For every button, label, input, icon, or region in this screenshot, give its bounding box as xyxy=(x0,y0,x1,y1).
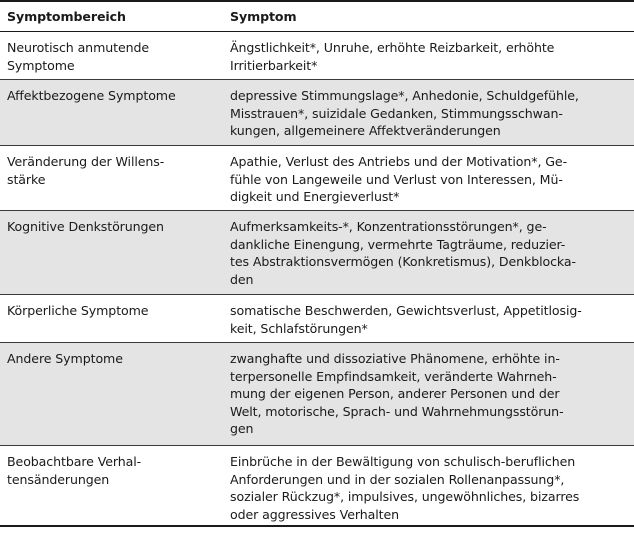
area-cell xyxy=(0,446,224,525)
symptom-line: Anforderungen und in der sozialen Rollenanpassung*, xyxy=(230,471,565,487)
symptom-line: dankliche Einengung, vermehrte Tagträume, reduzier- xyxy=(230,236,566,252)
area-cell xyxy=(0,211,224,294)
table-row xyxy=(0,343,634,446)
table-row xyxy=(0,146,634,211)
symptom-line: tes Abstraktionsvermögen (Konkretismus), Denkblocka- xyxy=(230,254,576,270)
area-cell xyxy=(0,295,224,342)
area-line: tensänderungen xyxy=(7,471,110,487)
symptom-line: kungen, allgemeinere Affektveränderungen xyxy=(230,123,501,139)
symptom-line: fühle von Langeweile und Verlust von Interessen, Mü- xyxy=(230,171,563,187)
table-header-row xyxy=(0,2,634,32)
symptom-line: Ängstlichkeit*, Unruhe, erhöhte Reizbarkeit, erhöhte xyxy=(230,40,555,55)
area-line: Kognitive Denkstörungen xyxy=(7,219,164,234)
table-row xyxy=(0,211,634,295)
symptom-cell xyxy=(224,32,634,79)
symptom-line: digkeit und Energieverlust* xyxy=(230,189,400,205)
area-line: Symptome xyxy=(7,57,75,73)
table-row xyxy=(0,80,634,146)
area-line: Andere Symptome xyxy=(7,351,123,366)
area-line: Körperliche Symptome xyxy=(7,303,149,318)
symptom-line: mung der eigenen Person, anderer Personen und der xyxy=(230,386,560,402)
header-symptom: Symptom xyxy=(230,9,297,24)
symptom-line: Apathie, Verlust des Antriebs und der Motivation*, Ge- xyxy=(230,154,568,169)
symptom-line: oder aggressives Verhalten xyxy=(230,506,399,522)
area-line: Neurotisch anmutende xyxy=(7,40,150,55)
symptom-line: Welt, motorische, Sprach- und Wahrnehmungsstörun- xyxy=(230,403,564,419)
table-row xyxy=(0,32,634,80)
symptom-line: Aufmerksamkeits-*, Konzentrationsstörungen*, ge- xyxy=(230,219,547,234)
symptom-line: Einbrüche in der Bewältigung von schulisch-beruflichen xyxy=(230,454,576,469)
symptom-line: Misstrauen*, suizidale Gedanken, Stimmungsschwan- xyxy=(230,105,563,121)
header-symptombereich: Symptombereich xyxy=(7,9,126,24)
symptom-cell xyxy=(224,343,634,445)
area-line: Veränderung der Willens- xyxy=(7,154,165,169)
area-line: Beobachtbare Verhal- xyxy=(7,454,142,469)
area-line: Affektbezogene Symptome xyxy=(7,88,176,103)
symptom-cell xyxy=(224,146,634,210)
symptom-cell xyxy=(224,446,634,525)
area-cell xyxy=(0,80,224,145)
table-row xyxy=(0,295,634,343)
symptom-cell xyxy=(224,295,634,342)
area-cell xyxy=(0,32,224,79)
area-cell xyxy=(0,343,224,445)
symptom-line: terpersonelle Empfindsamkeit, veränderte Wahrneh- xyxy=(230,368,557,384)
symptom-line: Irritierbarkeit* xyxy=(230,57,318,73)
symptom-line: keit, Schlafstörungen* xyxy=(230,320,368,336)
symptom-line: den xyxy=(230,271,254,287)
symptom-cell xyxy=(224,80,634,145)
symptom-line: depressive Stimmungslage*, Anhedonie, Schuldgefühle, xyxy=(230,88,579,103)
symptom-line: gen xyxy=(230,421,254,437)
symptom-line: sozialer Rückzug*, impulsives, ungewöhnliches, bizarres xyxy=(230,489,580,505)
symptom-line: somatische Beschwerden, Gewichtsverlust, Appetitlosig- xyxy=(230,303,582,318)
symptom-line: zwanghafte und dissoziative Phänomene, erhöhte in- xyxy=(230,351,560,366)
area-cell xyxy=(0,146,224,210)
symptom-cell xyxy=(224,211,634,294)
table-row xyxy=(0,446,634,525)
area-line: stärke xyxy=(7,171,46,187)
